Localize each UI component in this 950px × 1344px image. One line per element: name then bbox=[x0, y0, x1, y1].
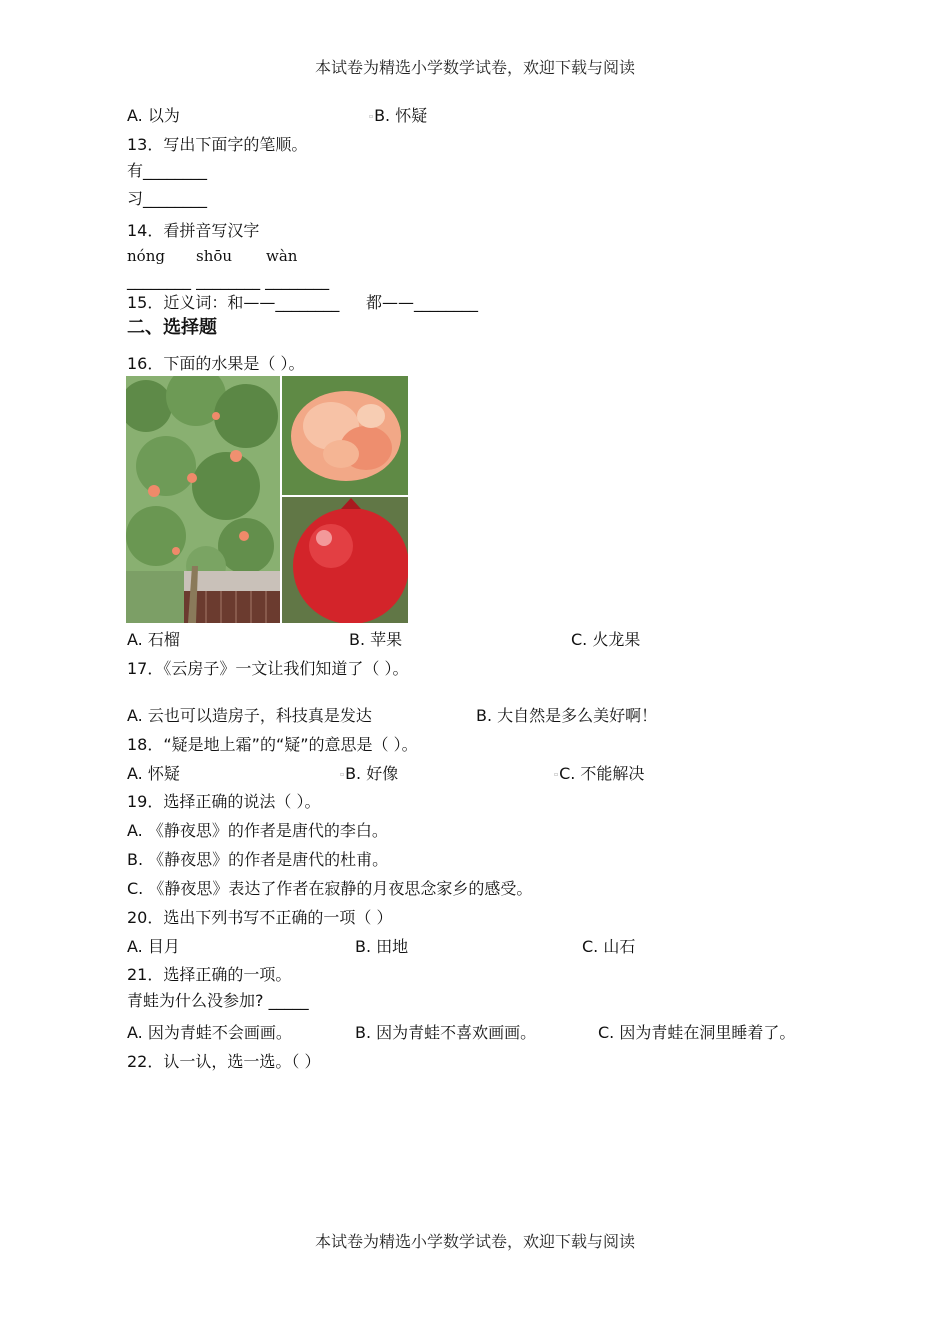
bullet-dot-icon: ▫ bbox=[340, 770, 345, 778]
q16-option-b[interactable]: B. 苹果 bbox=[349, 630, 403, 649]
q15-part2: 都——________ bbox=[366, 293, 479, 312]
page-header: 本试卷为精选小学数学试卷，欢迎下载与阅读 bbox=[314, 58, 635, 77]
q14-blanks: ________ ________ ________ bbox=[127, 271, 330, 290]
q14-pinyin-3: wàn bbox=[266, 247, 298, 265]
q22-stem: 22．认一认，选一选。（ ） bbox=[127, 1052, 321, 1071]
q18-option-c-label: C. 不能解决 bbox=[559, 764, 645, 783]
page-footer: 本试卷为精选小学数学试卷，欢迎下载与阅读 bbox=[314, 1232, 635, 1251]
q19-stem: 19．选择正确的说法（ ）。 bbox=[127, 792, 321, 811]
q15-part1: 15．近义词：和——________ bbox=[127, 293, 340, 312]
q18-option-b[interactable] bbox=[340, 764, 398, 785]
section-title-choice: 二、选择题 bbox=[127, 317, 217, 338]
pomegranate-photo bbox=[126, 376, 408, 623]
q12-option-b-label: B. 怀疑 bbox=[374, 106, 428, 125]
q16-option-c[interactable]: C. 火龙果 bbox=[571, 630, 641, 649]
q18-option-c[interactable] bbox=[554, 764, 644, 785]
q17-stem: 17．《云房子》一文让我们知道了（ ）。 bbox=[127, 659, 409, 678]
q18-option-b-label: B. 好像 bbox=[345, 764, 399, 783]
q21-subquestion: 青蛙为什么没参加? _____ bbox=[127, 991, 309, 1010]
q17-option-a[interactable]: A. 云也可以造房子，科技真是发达 bbox=[127, 706, 372, 725]
q21-option-a[interactable]: A. 因为青蛙不会画画。 bbox=[127, 1023, 292, 1042]
q19-option-c[interactable]: C. 《静夜思》表达了作者在寂静的月夜思念家乡的感受。 bbox=[127, 879, 533, 898]
q16-option-a[interactable]: A. 石榴 bbox=[127, 630, 180, 649]
q21-option-b[interactable]: B. 因为青蛙不喜欢画画。 bbox=[355, 1023, 537, 1042]
q19-option-b[interactable]: B. 《静夜思》的作者是唐代的杜甫。 bbox=[127, 850, 389, 869]
q12-option-a[interactable]: A. 以为 bbox=[127, 106, 180, 125]
q21-stem: 21．选择正确的一项。 bbox=[127, 965, 292, 984]
q20-stem: 20．选出下列书写不正确的一项（ ） bbox=[127, 908, 393, 927]
bullet-dot-icon: ▫ bbox=[554, 770, 559, 778]
q19-option-a[interactable]: A. 《静夜思》的作者是唐代的李白。 bbox=[127, 821, 388, 840]
q20-option-c[interactable]: C. 山石 bbox=[582, 937, 636, 956]
q17-option-b[interactable]: B. 大自然是多么美好啊！ bbox=[476, 706, 658, 725]
q13-char-1: 有________ bbox=[127, 161, 208, 180]
q18-stem: 18．“疑是地上霜”的“疑”的意思是（ ）。 bbox=[127, 735, 418, 754]
q14-stem: 14．看拼音写汉字 bbox=[127, 221, 260, 240]
q12-option-b[interactable] bbox=[369, 106, 427, 127]
q13-stem: 13．写出下面字的笔顺。 bbox=[127, 135, 308, 154]
q16-stem: 16．下面的水果是（ ）。 bbox=[127, 354, 305, 373]
q18-option-a[interactable]: A. 怀疑 bbox=[127, 764, 180, 783]
q21-option-c[interactable]: C. 因为青蛙在洞里睡着了。 bbox=[598, 1023, 796, 1042]
q14-pinyin-2: shōu bbox=[196, 247, 233, 265]
q13-char-2: 习________ bbox=[127, 189, 208, 208]
q20-option-a[interactable]: A. 目月 bbox=[127, 937, 180, 956]
q20-option-b[interactable]: B. 田地 bbox=[355, 937, 409, 956]
bullet-dot-icon: ▫ bbox=[369, 112, 374, 120]
q14-pinyin-1: nóng bbox=[127, 247, 165, 265]
